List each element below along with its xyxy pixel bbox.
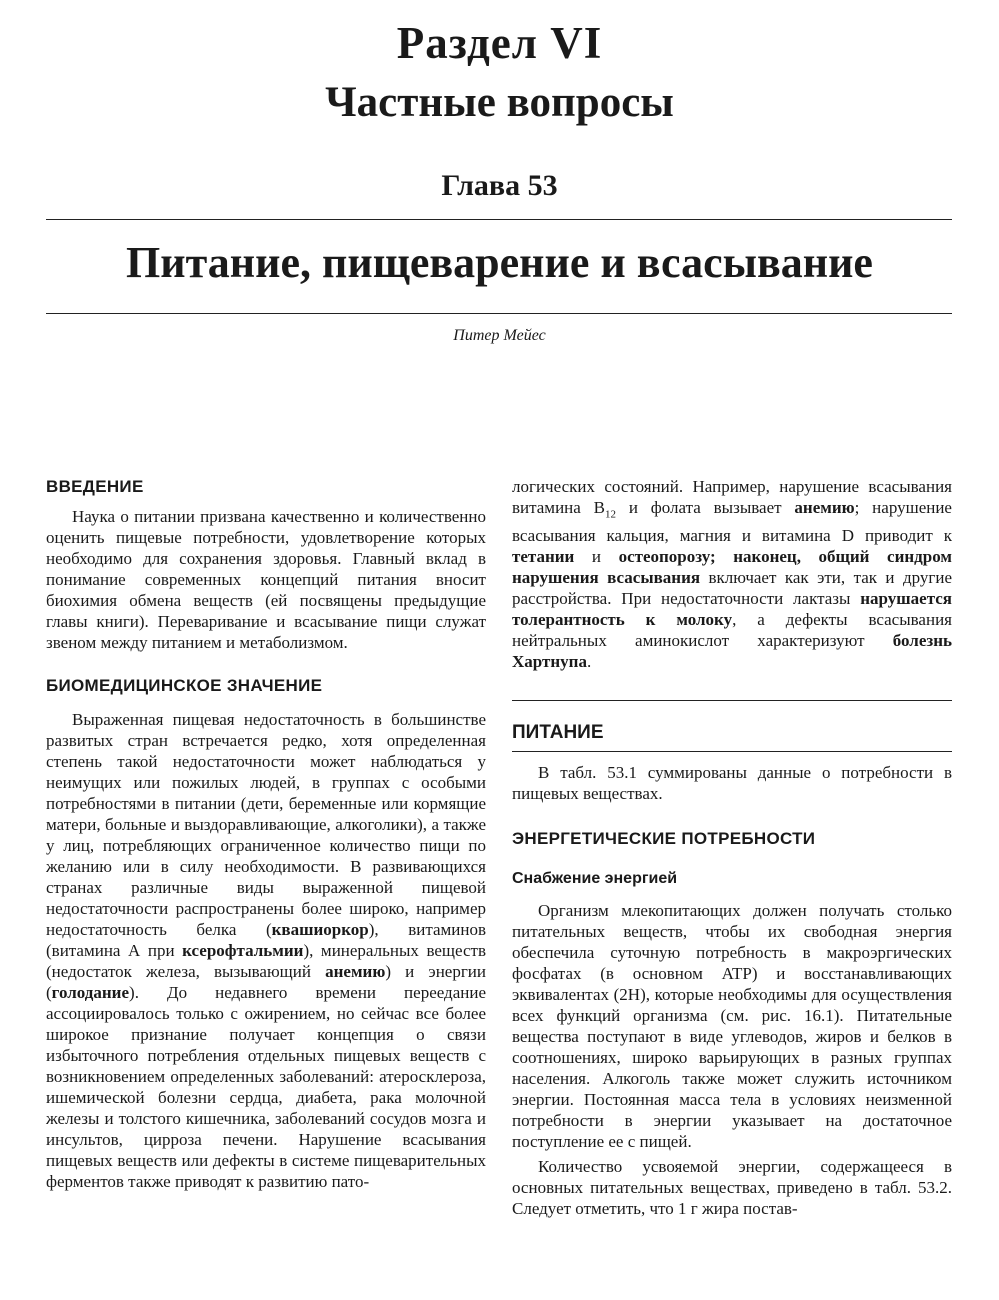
keyword-starvation: голодание	[51, 983, 130, 1002]
intro-heading: ВВЕДЕНИЕ	[46, 477, 144, 496]
text-run: ). До недавнего времени переедание ассоциировалось только с ожирением, но сейчас все более широкое признание получает концепция о связи избыточного потребления отдельных пищевых веществ с возникновением определенных заболеваний: атеросклероза, ишемической болезни сердца, диабета, рака молочной железы и толстого кишечника, заболеваний сосудов мозга и инсультов, цирроза печени. Нарушение всасывания пищевых веществ или дефекты в системе пищеварительных ферментов также приводят к развитию пато-	[46, 983, 486, 1191]
text-run: ; нарушение всасывания кальция, магния и витамина D приводит к	[512, 498, 952, 546]
author: Питер Мейес	[453, 327, 546, 344]
keyword-hartnup: болезнь Хартнупа	[512, 631, 952, 672]
continuation-paragraph	[512, 476, 952, 672]
energy-supply-paragraph-1: Организм млекопитающих должен получать столько питательных веществ, чтобы их свободная энергия обеспечила суточную потребность в макроэргических фосфатах (в основном ATP) и восстанавливающих эквивалентах (2H), которые необходимы для осуществления всех функций организма (см. рис. 16.1). Питательные вещества поступают в виде углеводов, жиров и белков в соотношениях, широко варьирующих в разных группах населения. Алкоголь также может служить источником энергии. Постоянная масса тела в условиях неизменной потребности в энергии указывает на достаточное поступление ее с пищей.	[512, 901, 952, 1152]
section-subtitle: Частные вопросы	[325, 79, 674, 126]
chapter-title: Питание, пищеварение и всасывание	[126, 238, 873, 287]
nutrition-paragraph: В табл. 53.1 суммированы данные о потребности в пищевых веществах.	[512, 763, 952, 804]
text-run: и	[574, 547, 619, 567]
text-run: Выраженная пищевая недостаточность в большинстве развитых стран встречается редко, хотя определенная степень такой недостаточности может наблюдаться у неимущих или пожилых людей, в группах с особыми потребностями в питании (дети, беременные или кормящие матери, больные и выздоравливающие, алкоголики), а также у лиц, потребляющих ограниченное количество пищи по желанию или в силу необходимости. В развивающихся странах различные виды выраженной пищевой недостаточности распространены более широко, например недостаточность белка (	[46, 710, 486, 939]
biomedical-paragraph	[46, 709, 486, 1192]
text-run: ), минеральных веществ (недостаток железа, вызывающий	[46, 941, 486, 981]
text-run: , а дефекты всасывания нейтральных аминокислот характеризуют	[512, 610, 952, 651]
text-run: .	[586, 652, 592, 672]
intro-paragraph: Наука о питании призвана качественно и количественно оценить пищевые потребности, удовлетворение которых необходимо для сохранения здоровья. Главный вклад в понимание современных концепций питания вносит биохимия обмена веществ (ей посвящены предыдущие главы книги). Переваривание и всасывание пищи служат звеном между питанием и метаболизмом.	[46, 507, 486, 652]
keyword-anemia-2: анемию	[794, 498, 855, 517]
section-title: Раздел VI	[396, 18, 603, 68]
keyword-kwashiorkor: квашиоркор	[271, 920, 369, 939]
text-run: ) и энергии (	[46, 962, 487, 1002]
text-run: логических состояний. Например, нарушение всасывания витамина B	[512, 477, 952, 517]
subscript: 12	[604, 508, 616, 521]
keyword-xerophthalmia: ксерофтальмии	[182, 941, 304, 960]
right-column	[512, 476, 952, 1219]
keyword-anemia: анемию	[325, 962, 386, 981]
energy-heading: ЭНЕРГЕТИЧЕСКИЕ ПОТРЕБНОСТИ	[512, 829, 816, 849]
chapter-bottom-rule	[46, 313, 952, 314]
left-column	[46, 476, 486, 1192]
chapter-top-rule	[46, 219, 952, 220]
text-run: ), витаминов (витамина А при	[46, 920, 486, 960]
keyword-tetany: тетании	[512, 547, 575, 567]
energy-supply-heading: Снабжение энергией	[512, 870, 678, 888]
energy-supply-paragraph-2: Количество усвояемой энергии, содержащееся в основных питательных веществах, приведено в табл. 53.2. Следует отметить, что 1 г жира постав-	[512, 1157, 952, 1219]
keyword-osteoporosis: остеопорозу; наконец, общий синдром нарушения всасывания	[512, 547, 952, 588]
chapter-number: Глава 53	[441, 169, 558, 202]
nutrition-heading: ПИТАНИЕ	[512, 722, 604, 744]
keyword-milk-intolerance: нарушается толерантность к молоку	[512, 589, 952, 630]
text-run: включает как эти, так и другие расстройства. При недостаточности лактазы	[512, 568, 953, 609]
biomedical-heading: БИОМЕДИЦИНСКОЕ ЗНАЧЕНИЕ	[46, 676, 323, 695]
text-run: и фолата вызывает	[615, 498, 795, 517]
